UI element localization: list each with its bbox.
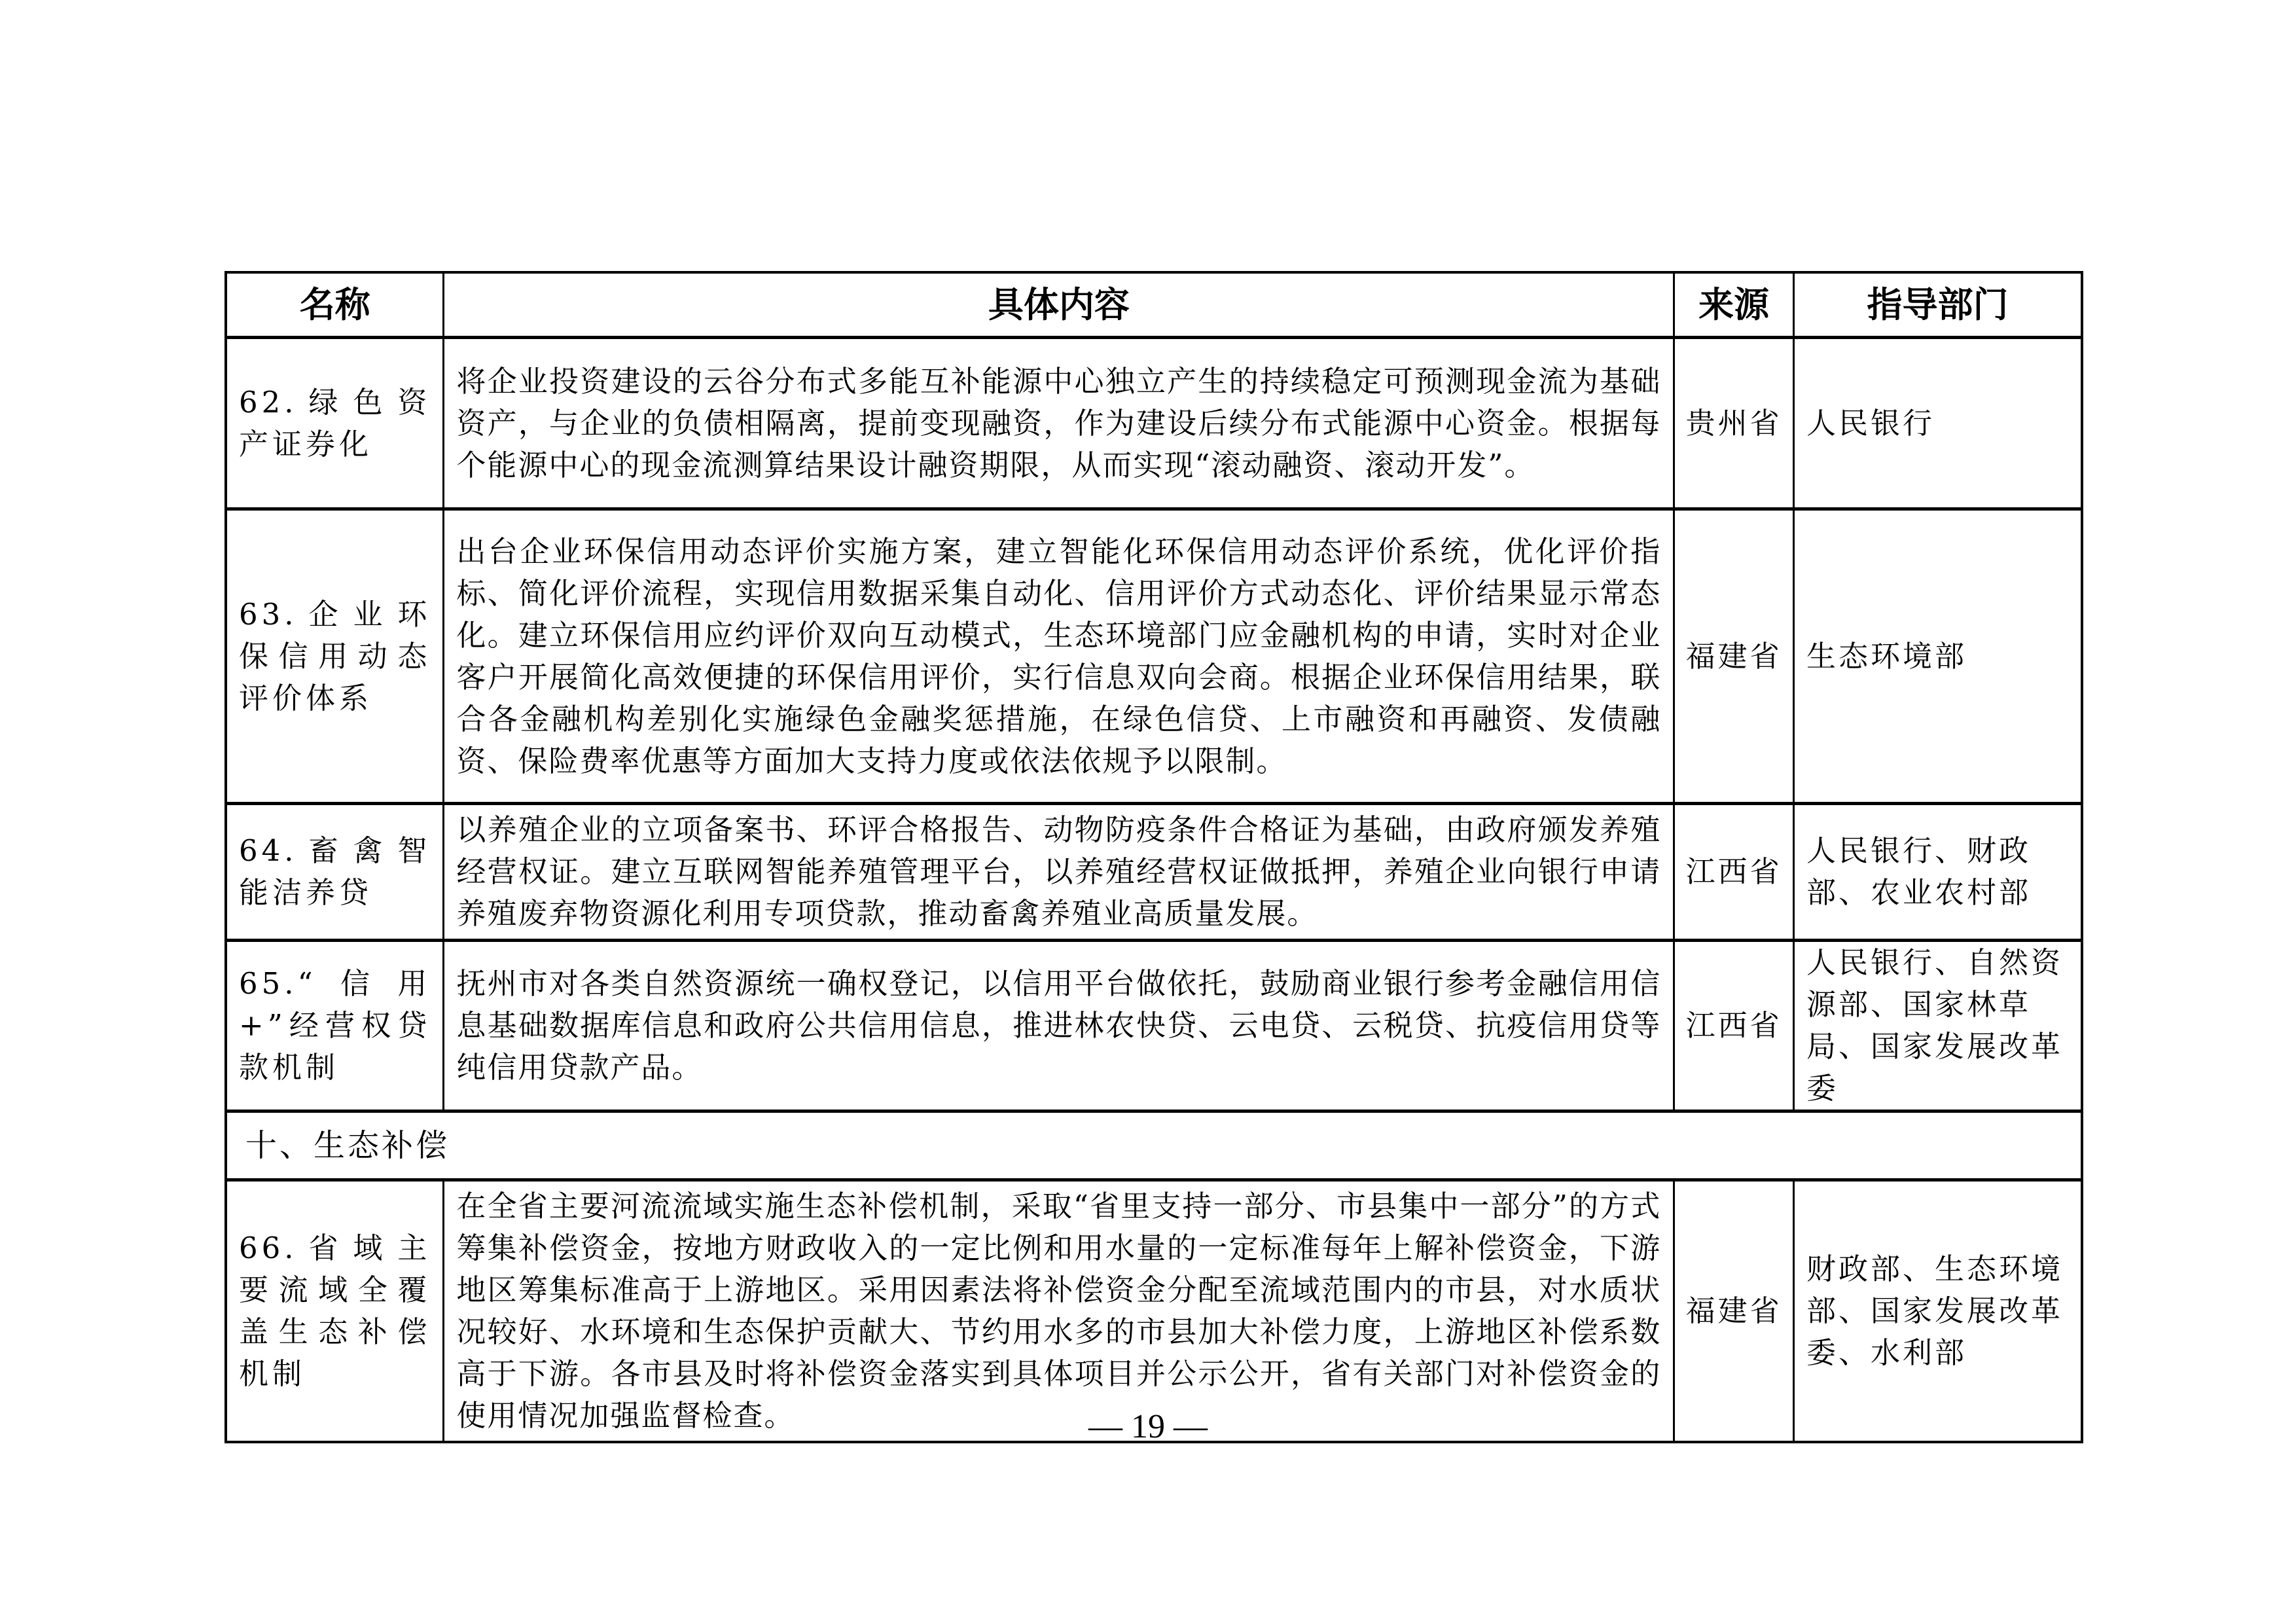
section-heading-row <box>226 1111 2082 1180</box>
table-row <box>226 941 2082 1111</box>
item-name: 63.企业环保信用动态评价体系 <box>226 509 444 804</box>
item-content: 抚州市对各类自然资源统一确权登记，以信用平台做依托，鼓励商业银行参考金融信用信息基础数据库信息和政府公共信用信息，推进林农快贷、云电贷、云税贷、抗疫信用贷等纯信用贷款产品。 <box>444 941 1674 1111</box>
table-row <box>226 338 2082 509</box>
item-source: 江西省 <box>1674 804 1794 941</box>
section-title: 十、生态补偿 <box>226 1111 2082 1180</box>
header-source: 来源 <box>1674 272 1794 338</box>
item-content: 将企业投资建设的云谷分布式多能互补能源中心独立产生的持续稳定可预测现金流为基础资产，与企业的负债相隔离，提前变现融资，作为建设后续分布式能源中心资金。根据每个能源中心的现金流测算结果设计融资期限，从而实现“滚动融资、滚动开发”。 <box>444 338 1674 509</box>
item-source: 福建省 <box>1674 509 1794 804</box>
item-source: 贵州省 <box>1674 338 1794 509</box>
item-name: 66.省域主要流域全覆盖生态补偿机制 <box>226 1180 444 1443</box>
item-source: 江西省 <box>1674 941 1794 1111</box>
table-row <box>226 1180 2082 1443</box>
header-dept: 指导部门 <box>1793 272 2082 338</box>
item-content: 以养殖企业的立项备案书、环评合格报告、动物防疫条件合格证为基础，由政府颁发养殖经营权证。建立互联网智能养殖管理平台，以养殖经营权证做抵押，养殖企业向银行申请养殖废弃物资源化利用专项贷款，推动畜禽养殖业高质量发展。 <box>444 804 1674 941</box>
item-name: 62.绿色资产证券化 <box>226 338 444 509</box>
table-header-row <box>226 272 2082 338</box>
item-content: 出台企业环保信用动态评价实施方案，建立智能化环保信用动态评价系统，优化评价指标、简化评价流程，实现信用数据采集自动化、信用评价方式动态化、评价结果显示常态化。建立环保信用应约评价双向互动模式，生态环境部门应金融机构的申请，实时对企业客户开展简化高效便捷的环保信用评价，实行信息双向会商。根据企业环保信用结果，联合各金融机构差别化实施绿色金融奖惩措施，在绿色信贷、上市融资和再融资、发债融资、保险费率优惠等方面加大支持力度或依法依规予以限制。 <box>444 509 1674 804</box>
page-number: — 19 — <box>1088 1408 1208 1445</box>
table-row <box>226 509 2082 804</box>
item-dept: 人民银行、财政部、农业农村部 <box>1793 804 2082 941</box>
item-dept: 人民银行 <box>1793 338 2082 509</box>
item-dept: 财政部、生态环境部、国家发展改革委、水利部 <box>1793 1180 2082 1443</box>
item-name: 65.“信用+”经营权贷款机制 <box>226 941 444 1111</box>
item-dept: 生态环境部 <box>1793 509 2082 804</box>
table-row <box>226 804 2082 941</box>
header-name: 名称 <box>226 272 444 338</box>
item-name: 64.畜禽智能洁养贷 <box>226 804 444 941</box>
item-source: 福建省 <box>1674 1180 1794 1443</box>
header-content: 具体内容 <box>444 272 1674 338</box>
item-content: 在全省主要河流流域实施生态补偿机制，采取“省里支持一部分、市县集中一部分”的方式筹集补偿资金，按地方财政收入的一定比例和用水量的一定标准每年上解补偿资金，下游地区筹集标准高于上游地区。采用因素法将补偿资金分配至流域范围内的市县，对水质状况较好、水环境和生态保护贡献大、节约用水多的市县加大补偿力度，上游地区补偿系数高于下游。各市县及时将补偿资金落实到具体项目并公示公开，省有关部门对补偿资金的使用情况加强监督检查。 <box>444 1180 1674 1443</box>
item-dept: 人民银行、自然资源部、国家林草局、国家发展改革委 <box>1793 941 2082 1111</box>
policy-table <box>224 271 2083 1443</box>
